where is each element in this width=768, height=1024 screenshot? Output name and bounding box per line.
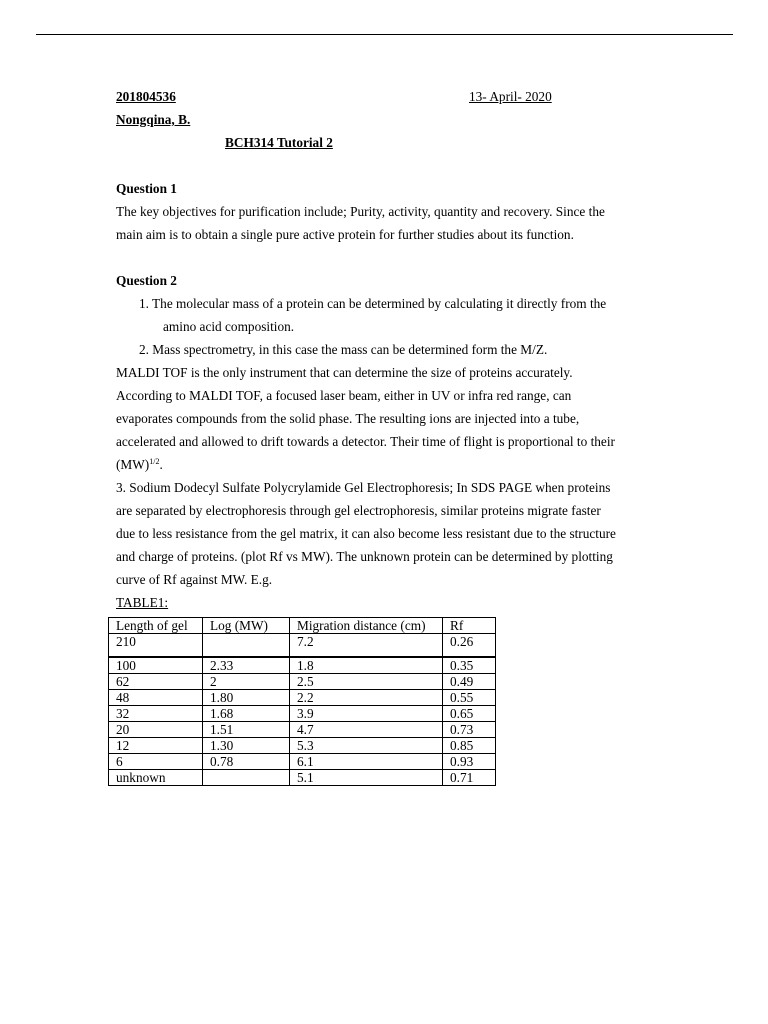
table-cell: 32 [109,706,203,722]
table-cell: 7.2 [290,634,443,658]
table-row [109,657,496,674]
table-cell: 0.26 [443,634,496,658]
table-row [109,722,496,738]
table-header-cell: Rf [443,618,496,634]
paragraph-line: main aim is to obtain a single pure active protein for further studies about its function. [116,227,574,242]
paragraph-line: evaporates compounds from the solid phase. The resulting ions are injected into a tube, [116,411,580,426]
table-header-row [109,618,496,634]
table-cell: 0.93 [443,754,496,770]
table-cell: 3.9 [290,706,443,722]
table-cell: 210 [109,634,203,658]
table-cell: 1.80 [203,690,290,706]
table-cell: 0.35 [443,657,496,674]
table-cell: 20 [109,722,203,738]
table-cell: 0.73 [443,722,496,738]
paragraph-line: The key objectives for purification include; Purity, activity, quantity and recovery. Since the [116,204,605,219]
paragraph-line: accelerated and allowed to drift towards a detector. Their time of flight is proportional to their [116,434,615,449]
table-cell: 4.7 [290,722,443,738]
table-row [109,706,496,722]
table-cell: 0.65 [443,706,496,722]
table-cell: 2 [203,674,290,690]
table-header-cell: Length of gel [109,618,203,634]
table-cell: 0.71 [443,770,496,786]
table-cell: 2.2 [290,690,443,706]
table-cell [203,770,290,786]
table-cell: 12 [109,738,203,754]
header-rule [36,34,733,35]
table-cell: 1.8 [290,657,443,674]
table-cell: 2.5 [290,674,443,690]
question-2-heading: Question 2 [116,273,177,288]
table-row [109,634,496,658]
table-cell: unknown [109,770,203,786]
table-cell: 1.51 [203,722,290,738]
paragraph-line: curve of Rf against MW. E.g. [116,572,273,587]
student-number: 201804536 [116,89,176,104]
question-1-heading: Question 1 [116,181,177,196]
table-cell: 6 [109,754,203,770]
paragraph-line: are separated by electrophoresis through gel electrophoresis, similar proteins migrate faster [116,503,601,518]
list-item-1-continued: amino acid composition. [163,319,295,334]
table-cell: 48 [109,690,203,706]
document-title: BCH314 Tutorial 2 [225,135,333,150]
paragraph-line: MALDI TOF is the only instrument that can determine the size of proteins accurately. [116,365,573,380]
table-row [109,690,496,706]
document-date: 13- April- 2020 [469,89,552,104]
table-cell: 2.33 [203,657,290,674]
list-item-1: 1. The molecular mass of a protein can be determined by calculating it directly from the [139,296,607,311]
table-cell: 5.3 [290,738,443,754]
table-cell: 0.49 [443,674,496,690]
table-cell: 62 [109,674,203,690]
mw-period: . [159,457,163,472]
table-cell: 0.78 [203,754,290,770]
table-cell: 0.55 [443,690,496,706]
list-item-2: 2. Mass spectrometry, in this case the mass can be determined form the M/Z. [139,342,548,357]
table-cell: 100 [109,657,203,674]
table-row [109,754,496,770]
table-cell: 0.85 [443,738,496,754]
mw-formula [116,456,163,473]
table-header-cell: Migration distance (cm) [290,618,443,634]
table-cell: 1.30 [203,738,290,754]
table-header-cell: Log (MW) [203,618,290,634]
paragraph-line: 3. Sodium Dodecyl Sulfate Polycrylamide Gel Electrophoresis; In SDS PAGE when proteins [116,480,611,495]
paragraph-line: due to less resistance from the gel matrix, it can also become less resistant due to the structure [116,526,616,541]
table-row [109,738,496,754]
table-cell: 5.1 [290,770,443,786]
table-cell [203,634,290,658]
paragraph-line: According to MALDI TOF, a focused laser beam, either in UV or infra red range, can [116,388,572,403]
table-caption: TABLE1: [116,595,169,610]
paragraph-line: and charge of proteins. (plot Rf vs MW). The unknown protein can be determined by plotting [116,549,613,564]
table-row [109,770,496,786]
table-cell: 1.68 [203,706,290,722]
rf-table [108,617,496,786]
mw-text: (MW) [116,457,150,472]
student-name: Nongqina, B. [116,112,191,127]
table-row [109,674,496,690]
mw-superscript: 1/2 [149,457,160,466]
table-cell: 6.1 [290,754,443,770]
